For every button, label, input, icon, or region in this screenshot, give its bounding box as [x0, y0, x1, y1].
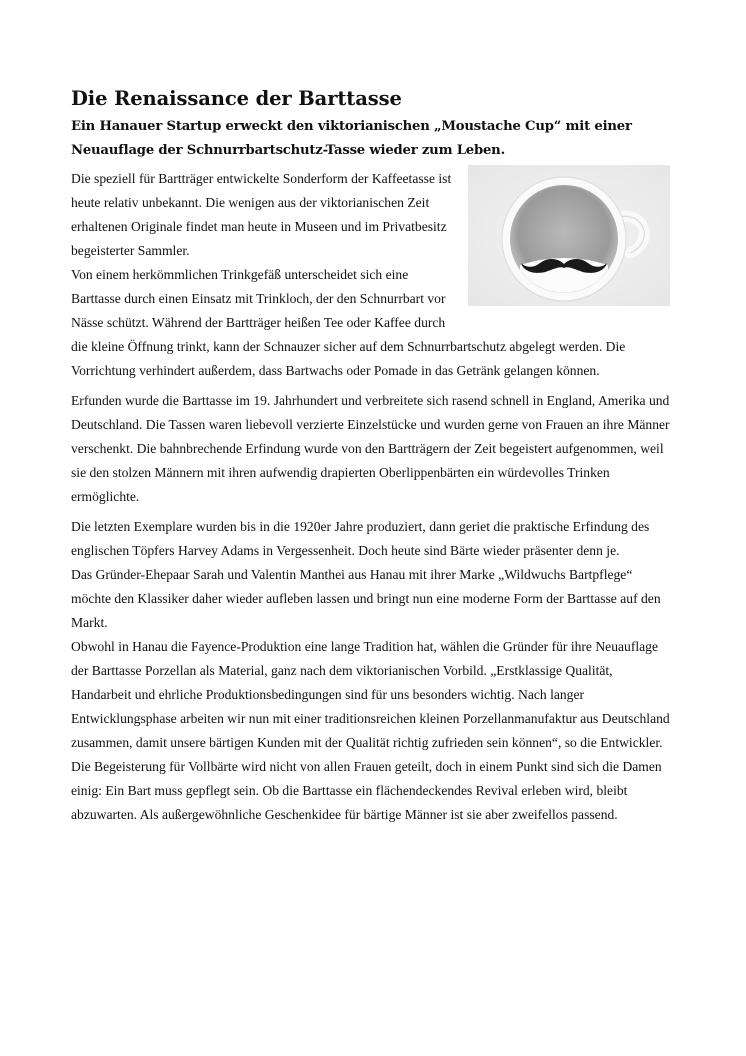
paragraph: Die letzten Exemplare wurden bis in die 1920er Jahre produziert, dann geriet die praktische Erfindung des englischen Töpfers Harvey Adams in Vergessenheit. Doch heute sind Bärte wieder präsenter denn je. — [71, 519, 650, 558]
article-body-section — [71, 389, 671, 509]
document-page — [71, 86, 671, 827]
paragraph: Die Begeisterung für Vollbärte wird nicht von allen Frauen geteilt, doch in einem Punkt sind sich die Damen einig: Ein Bart muss gepflegt sein. Ob die Barttasse ein flächendeckendes Revival erleben wird, bleibt abzuwarten. Als außergewöhnliche Geschenkidee für bärtige Männer ist sie aber zweifellos passend. — [71, 759, 662, 822]
paragraph: Obwohl in Hanau die Fayence-Produktion eine lange Tradition hat, wählen die Gründer für ihre Neuauflage der Barttasse Porzellan als Material, ganz nach dem viktorianischen Vorbild. „Erstklassige Qualität, Handarbeit und ehrliche Produktionsbedingungen sind für uns besonders wichtig. Nach langer Entwicklungsphase arbeiten wir nun mit einer traditionsreichen kleinen Porzellanmanufaktur aus Deutschland zusammen, damit unsere bärtigen Kunden mit der Qualität richtig zufrieden sein können“, so die Entwickler. — [71, 639, 670, 750]
moustache-cup-illustration — [468, 165, 670, 306]
article-subtitle: Ein Hanauer Startup erweckt den viktorianischen „Moustache Cup“ mit einer Neuauflage der Schnurrbartschutz-Tasse wieder zum Leben. — [71, 119, 632, 158]
moustache-cup-photo — [468, 165, 670, 306]
paragraph: Erfunden wurde die Barttasse im 19. Jahrhundert und verbreitete sich rasend schnell in England, Amerika und Deutschland. Die Tassen waren liebevoll verzierte Einzelstücke und wurden gerne von Frauen an ihre Männer verschenkt. Die bahnbrechende Erfindung wurde von den Bartträgern der Zeit begeistert aufgenommen, weil sie den stolzen Männern mit ihren aufwendig drapierten Oberlippenbärten ein würdevolles Trinken ermöglichte. — [71, 393, 670, 504]
paragraph: Die speziell für Bartträger entwickelte Sonderform der Kaffeetasse ist heute relativ unbekannt. Die wenigen aus der viktorianischen Zeit erhaltenen Originale findet man heute in Museen und im Privatbesitz begeisterter Sammler. — [71, 171, 452, 258]
paragraph: Von einem herkömmlichen Trinkgefäß unterscheidet sich eine Barttasse durch einen Einsatz mit Trinkloch, der den Schnurrbart vor Nässe schützt. Während der Bartträger heißen Tee oder Kaffee durch die kleine Öffnung trinkt, kann der Schnauzer sicher auf dem Schnurrbartschutz abgelegt werden. Die Vorrichtung verhindert außerdem, dass Bartwachs oder Pomade in das Getränk gelangen können. — [71, 267, 626, 378]
article-body — [71, 167, 671, 383]
article-title: Die Renaissance der Barttasse — [71, 87, 402, 110]
paragraph: Das Gründer-Ehepaar Sarah und Valentin Manthei aus Hanau mit ihrer Marke „Wildwuchs Bartpflege“ möchte den Klassiker daher wieder aufleben lassen und bringt nun eine moderne Form der Barttasse auf den Markt. — [71, 567, 661, 630]
article-body-section — [71, 515, 671, 827]
